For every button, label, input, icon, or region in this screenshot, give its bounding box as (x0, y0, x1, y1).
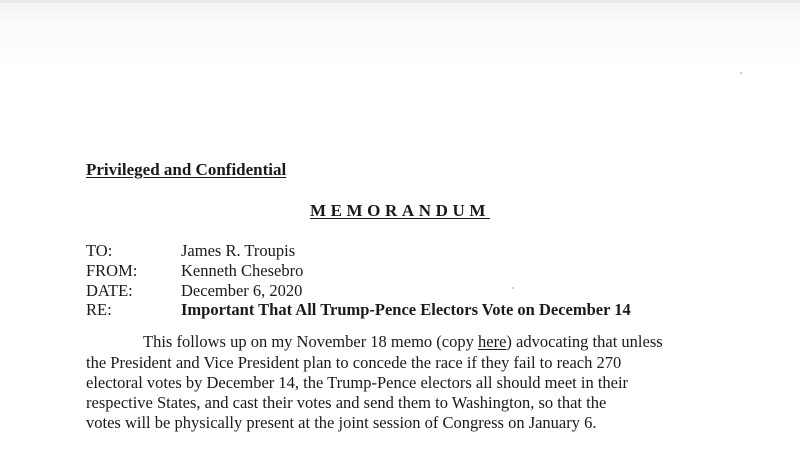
body-line-1 (143, 332, 663, 352)
re-label: RE: (86, 300, 112, 319)
from-label: FROM: (86, 261, 138, 280)
from-value: Kenneth Chesebro (181, 261, 304, 280)
page-top-edge (0, 0, 800, 3)
scan-speck (740, 72, 742, 74)
body-line-3: electoral votes by December 14, the Trump-Pence electors all should meet in their (86, 373, 629, 392)
re-value: Important That All Trump-Pence Electors Vote on December 14 (181, 300, 631, 319)
body-line-4: respective States, and cast their votes and send them to Washington, so that the (86, 393, 607, 412)
copy-here-link[interactable]: here (478, 332, 507, 351)
body-line-2: the President and Vice President plan to concede the race if they fail to reach 270 (86, 353, 622, 372)
scan-speck (512, 287, 514, 289)
to-value: James R. Troupis (181, 241, 296, 260)
date-value: December 6, 2020 (181, 281, 303, 300)
body-line-1-start: This follows up on my November 18 memo (copy (143, 332, 478, 351)
date-label: DATE: (86, 281, 133, 300)
body-line-1-end: ) advocating that unless (506, 332, 663, 351)
memo-title: MEMORANDUM (309, 201, 491, 220)
to-label: TO: (86, 241, 113, 260)
privileged-confidential-label: Privileged and Confidential (86, 160, 287, 179)
body-line-5: votes will be physically present at the joint session of Congress on January 6. (86, 413, 597, 432)
